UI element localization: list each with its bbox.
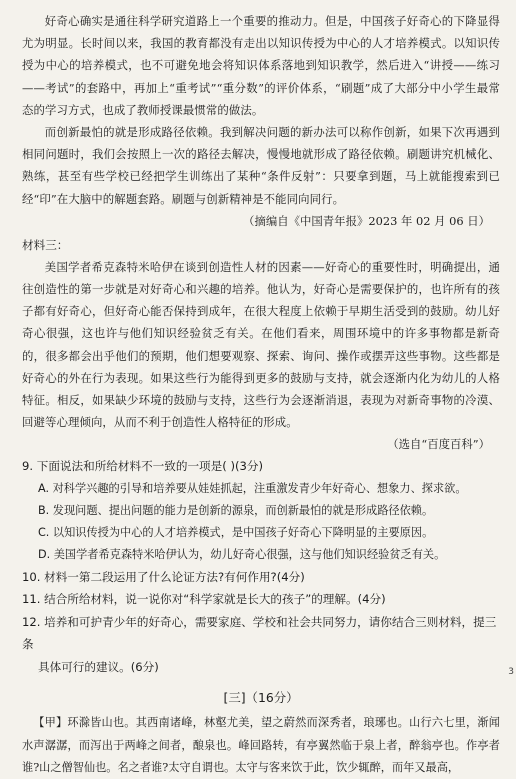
page-number: 3 (508, 667, 514, 677)
question-12-line-1: 12. 培养和可护青少年的好奇心，需要家庭、学校和社会共同努力，请你结合三则材料，提三条 (22, 614, 497, 652)
passage-paragraph-2: 而创新最怕的就是形成路径依赖。我到解决问题的新办法可以称作创新，如果下次再遇到相同问题时，我们会按照上一次的路径去解决，慢慢地就形成了路径依赖。刷题讲究机械化、熟练，甚至有些学校已经把学生训练出了某种“条件反射”：只要拿到题，马上就能搜索到已经“印”在大脑中的解题套路。刷题与创新精神是不能同向同行。 (22, 125, 500, 206)
section-3-heading: [三]（16分） (223, 690, 299, 706)
passage-paragraph-1: 好奇心确实是通往科学研究道路上一个重要的推动力。但是，中国孩子好奇心的下降显得尤为明显。长时间以来，我国的教育都没有走出以知识传授为中心的人才培养模式。以知识传授为中心的培养模式，也不可避免地会将知识体系落地到知识教学，然后进入“讲授——练习——考试”的套路中，再加上“重考试”“重分数”的评价体系，“刷题”成了大部分中小学生最常态的学习方式，也成了教师授课最惯常的做法。 (22, 14, 500, 117)
question-10: 10. 材料一第二段运用了什么论证方法?有何作用?(4分) (22, 569, 305, 584)
question-12-line-2: 具体可行的建议。(6分) (38, 659, 159, 674)
question-11: 11. 结合所给材料，说一说你对“科学家就是长大的孩子”的理解。(4分) (22, 592, 386, 607)
material-3-label: 材料三： (22, 237, 69, 252)
section-3-passage: 【甲】环滁皆山也。其西南诸峰，林壑尤美，望之蔚然而深秀者，琅琊也。山行六七里，渐闻水声潺潺，而泻出于两峰之间者，酿泉也。峰回路转，有亭翼然临于泉上者，醉翁亭也。作亭者谁?山之僧智仙也。名之者谁?太守自谓也。太守与客来饮于此，饮少辄醉，而年又最高， (22, 716, 500, 774)
question-9-option-d: D. 美国学者希克森特米哈伊认为，幼儿好奇心很强，这与他们知识经验贫乏有关。 (38, 547, 446, 561)
passage-source: （摘编自《中国青年报》2023 年 02 月 06 日） (243, 213, 490, 228)
material-3-source: （选自“百度百科”） (387, 437, 490, 452)
material-3-paragraph: 美国学者希克森特米哈伊在谈到创造性人材的因素——好奇心的重要性时，明确提出，通往创造性的第一步就是对好奇心和兴趣的培养。他认为，好奇心是需要保护的，也许所有的孩子都有好奇心，但好奇心能否保持到成年，在很大程度上依赖于早期生活受到的鼓励。幼儿好奇心很强，这也许与他们知识经验贫乏有关。在他们看来，周围环境中的许多事物都是新奇的，很多都会出乎他们的预期，他们想要观察、探索、询问、操作或摆弄这些事物。这些都是好奇心的外在行为表现。如果这些行为能得到更多的鼓励与支持，就会逐渐内化为幼儿的人格特征。相反，如果缺少环境的鼓励与支持，这些行为会逐渐消退，表现为对新奇事物的冷漠、回避等心理倾向，从而不利于创造性人格特征的形成。 (22, 259, 500, 430)
question-9: 9. 下面说法和所给材料不一致的一项是( )(3分) (22, 459, 263, 474)
question-9-option-b: B. 发现问题、提出问题的能力是创新的源泉，而创新最怕的就是形成路径依赖。 (38, 503, 434, 517)
question-9-option-c: C. 以知识传授为中心的人才培养模式，是中国孩子好奇心下降明显的主要原因。 (38, 525, 434, 539)
question-9-option-a: A. 对科学兴趣的引导和培养要从娃娃抓起，注重激发青少年好奇心、想象力、探求欲。 (38, 481, 467, 495)
